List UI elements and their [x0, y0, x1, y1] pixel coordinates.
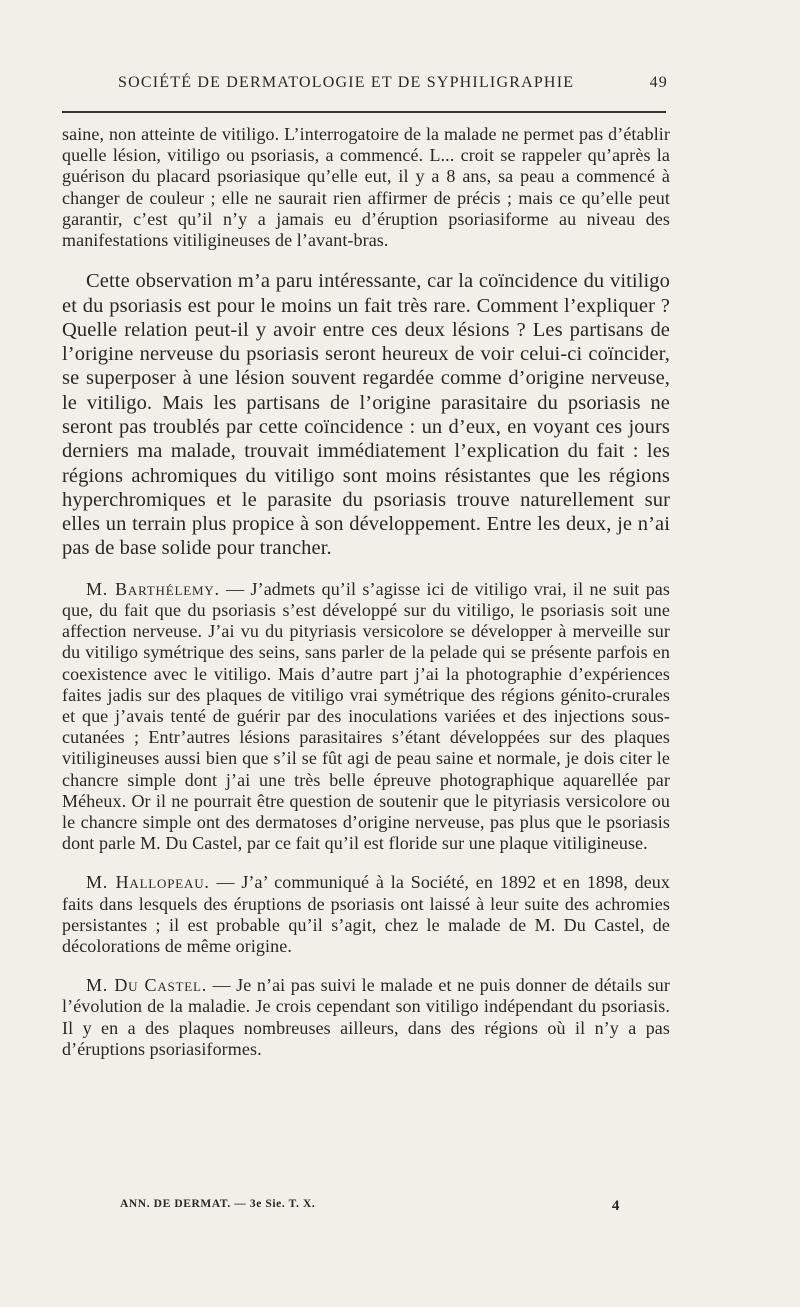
- running-header: [118, 74, 668, 92]
- header-rule: [62, 111, 666, 113]
- article-body: [62, 124, 670, 1060]
- paragraph-text: — J’admets qu’il s’agisse ici de vitiligo vrai, il ne suit pas que, du fait que du psoriasis s’est développé sur du vitiligo, le psoriasis soit une affection nerveuse. J’ai vu du pityriasis versicolore se développer à merveille sur du vitiligo symétrique des seins, sans parler de la pelade qui se présente parfois en coexistence avec le vitiligo. Mais d’autre part j’ai la photographie d’expériences faites jadis sur des plaques de vitiligo vrai symétrique des régions génito-crurales et que j’avais tenté de guérir par des inoculations variées et des injections sous-cutanées ; Entr’autres lésions parasitaires s’étant développées sur des plaques vitiligineuses aussi bien que s’il se fût agi de peau saine et normale, je dois citer le chancre simple dont j’ai une très belle épreuve photographique aquarellée par Méheux. Or il ne pourrait être question de soutenir que le pityriasis versicolore ou le chancre simple ont des dermatoses d’origine nerveuse, pas plus que le psoriasis dont parle M. Du Castel, par ce fait qu’il est floride sur une plaque vitiligineuse.: [62, 578, 670, 854]
- page-number: 49: [649, 74, 668, 91]
- paragraph-barthelemy: [62, 579, 670, 855]
- signature-mark: 4: [611, 1198, 620, 1214]
- page-footer: [120, 1198, 620, 1215]
- paragraph-text: — J’a’ communiqué à la Société, en 1892 et en 1898, deux faits dans lesquels des éruptions de psoriasis ont laissé à leur suite des achromies persistantes ; il est probable qu’il s’agit, chez le malade de M. Du Castel, de décolorations de même origine.: [62, 872, 670, 957]
- paragraph-du-castel: [62, 975, 670, 1060]
- journal-reference: ANN. DE DERMAT. — 3e Sie. T. X.: [120, 1198, 316, 1210]
- paragraph-observation: Cette observation m’a paru intéressante, car la coïncidence du vitiligo et du psoriasis est pour le moins un fait très rare. Comment l’expliquer ? Quelle relation peut-il y avoir entre ces deux lésions ? Les partisans de l’origine nerveuse du psoriasis seront heureux de voir celui-ci coïncider, se superposer à une lésion souvent regardée comme d’origine nerveuse, le vitiligo. Mais les partisans de l’origine parasitaire du psoriasis ne seront pas troublés par cette coïncidence : un d’eux, en voyant ces jours derniers ma malade, trouvait immédiatement l’explication du fait : les régions achromiques du vitiligo sont moins résistantes que les régions hyperchromiques et le parasite du psoriasis trouve naturellement sur elles un terrain plus propice à son développement. Entre les deux, je n’ai pas de base solide pour trancher.: [62, 270, 670, 560]
- running-title: SOCIÉTÉ DE DERMATOLOGIE ET DE SYPHILIGRAPHIE: [118, 74, 575, 91]
- paragraph-continuation: saine, non atteinte de vitiligo. L’interrogatoire de la malade ne permet pas d’établir quelle lésion, vitiligo ou psoriasis, a commencé. L... croit se rappeler qu’après la guérison du placard psoriasique qu’elle eut, il y a 8 ans, sa peau a commencé à changer de couleur ; elle ne saurait rien affirmer de précis ; mais ce qu’elle peut garantir, c’est qu’il n’y a jamais eu d’éruption psoriasiforme au niveau des manifestations vitiligineuses de l’avant-bras.: [62, 124, 670, 251]
- speaker-name: M. Hallopeau.: [86, 872, 210, 893]
- speaker-name: M. Du Castel.: [86, 975, 208, 996]
- paragraph-text: — Je n’ai pas suivi le malade et ne puis donner de détails sur l’évolution de la maladie. Je crois cependant son vitiligo indépendant du psoriasis. Il y en a des plaques nombreuses ailleurs, dans des régions où il n’y a pas d’éruptions psoriasiformes.: [62, 975, 670, 1059]
- speaker-name: M. Barthélemy.: [86, 578, 220, 599]
- paragraph-hallopeau: [62, 872, 670, 957]
